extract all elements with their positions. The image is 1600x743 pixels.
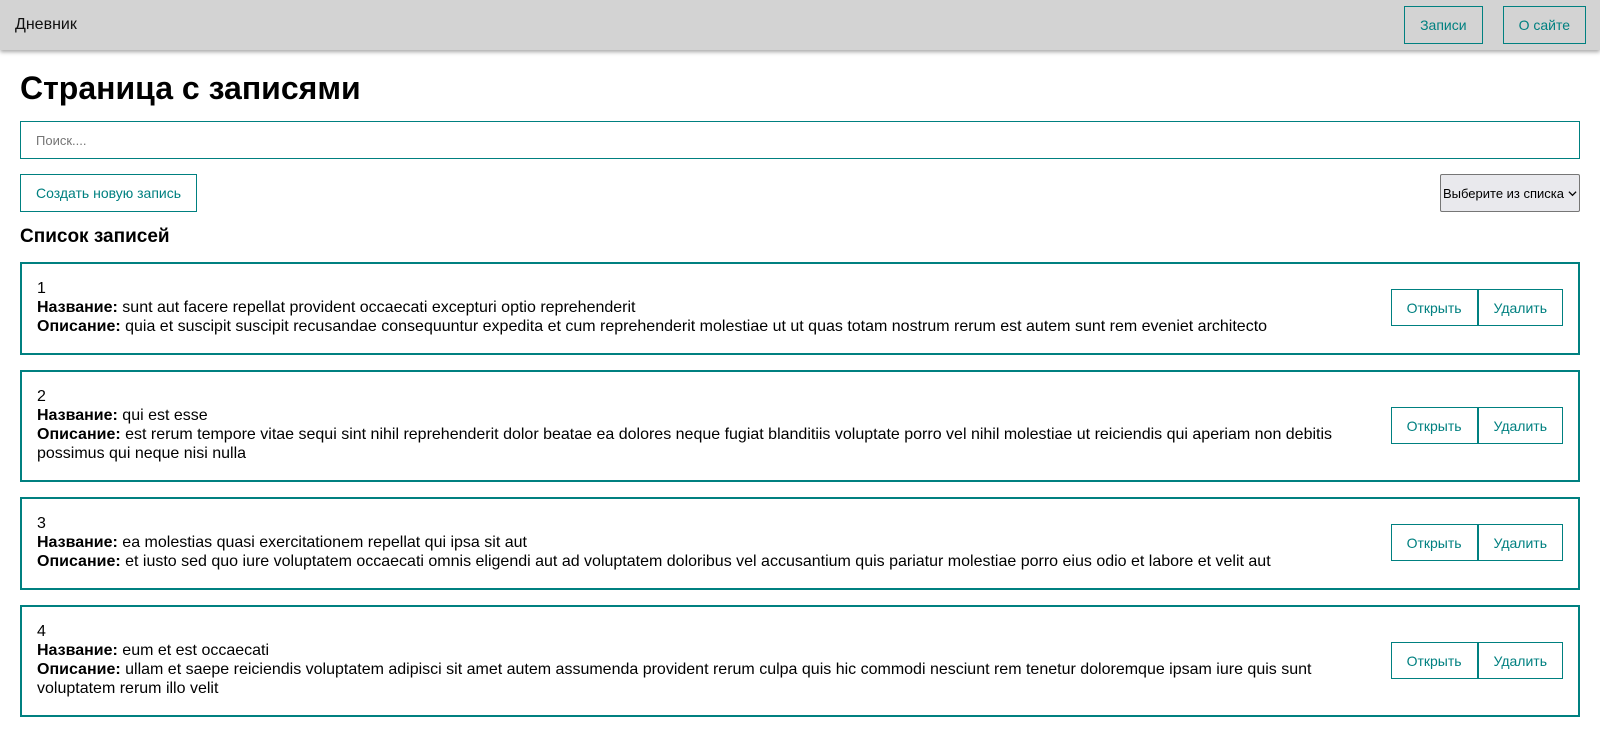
post-body: et iusto sed quo iure voluptatem occaecati omnis eligendi aut ad voluptatem doloribus vel accusantium quis pariatur molestiae porro eius odio et labore et velit aut bbox=[125, 553, 1271, 570]
post-content bbox=[37, 622, 1391, 698]
delete-post-button[interactable]: Удалить bbox=[1478, 289, 1563, 326]
post-item bbox=[20, 605, 1580, 717]
delete-post-button[interactable]: Удалить bbox=[1478, 524, 1563, 561]
chevron-down-icon bbox=[1568, 189, 1577, 198]
post-title-row bbox=[37, 641, 1391, 660]
post-body: quia et suscipit suscipit recusandae consequuntur expedita et cum reprehenderit molestiae ut ut quas totam nostrum rerum est autem sunt rem eveniet architecto bbox=[125, 318, 1268, 335]
post-title-label: Название: bbox=[37, 407, 123, 424]
post-title-row bbox=[37, 533, 1271, 552]
post-body: ullam et saepe reiciendis voluptatem adipisci sit amet autem assumenda provident rerum culpa quis hic commodi nesciunt rem tenetur doloremque ipsam iure quis sunt voluptatem rerum illo velit bbox=[37, 661, 1312, 697]
nav-links bbox=[1404, 6, 1586, 44]
sort-select[interactable] bbox=[1440, 174, 1580, 212]
post-actions bbox=[1391, 407, 1563, 444]
navbar bbox=[0, 0, 1600, 50]
post-title: eum et est occaecati bbox=[122, 642, 270, 659]
list-title: Список записей bbox=[20, 226, 170, 247]
post-title-label: Название: bbox=[37, 299, 123, 316]
post-body-label: Описание: bbox=[37, 426, 126, 443]
search-input[interactable] bbox=[20, 121, 1580, 159]
post-actions bbox=[1391, 289, 1563, 326]
nav-link-about[interactable]: О сайте bbox=[1503, 6, 1586, 44]
post-title-row bbox=[37, 298, 1267, 317]
create-post-button[interactable]: Создать новую запись bbox=[20, 174, 197, 212]
post-body-row bbox=[37, 425, 1391, 463]
post-title-row bbox=[37, 406, 1391, 425]
post-content bbox=[37, 387, 1391, 463]
open-post-button[interactable]: Открыть bbox=[1391, 407, 1478, 444]
post-list bbox=[20, 262, 1580, 717]
post-body-row bbox=[37, 317, 1267, 336]
post-item bbox=[20, 262, 1580, 355]
page-title: Страница с записями bbox=[20, 70, 361, 106]
post-title: ea molestias quasi exercitationem repellat qui ipsa sit aut bbox=[122, 534, 527, 551]
post-content bbox=[37, 514, 1271, 571]
post-title: qui est esse bbox=[122, 407, 208, 424]
open-post-button[interactable]: Открыть bbox=[1391, 289, 1478, 326]
post-body: est rerum tempore vitae sequi sint nihil reprehenderit dolor beatae ea dolores neque fugiat blanditiis voluptate porro vel nihil molestiae ut reiciendis qui aperiam non debitis possimus qui neque nisi nulla bbox=[37, 426, 1333, 462]
post-item bbox=[20, 370, 1580, 482]
open-post-button[interactable]: Открыть bbox=[1391, 524, 1478, 561]
post-title-label: Название: bbox=[37, 534, 123, 551]
controls-row bbox=[20, 174, 1580, 212]
brand-title: Дневник bbox=[15, 16, 77, 33]
post-body-label: Описание: bbox=[37, 553, 126, 570]
post-body-row bbox=[37, 660, 1391, 698]
post-id: 2 bbox=[37, 388, 46, 405]
sort-select-value: Выберите из списка bbox=[1442, 185, 1564, 201]
post-body-label: Описание: bbox=[37, 318, 126, 335]
post-item bbox=[20, 497, 1580, 590]
post-content bbox=[37, 279, 1267, 336]
post-actions bbox=[1391, 642, 1563, 679]
post-title: sunt aut facere repellat provident occaecati excepturi optio reprehenderit bbox=[122, 299, 636, 316]
main-content bbox=[0, 70, 1600, 717]
post-id: 1 bbox=[37, 280, 46, 297]
post-id: 4 bbox=[37, 623, 46, 640]
nav-link-posts[interactable]: Записи bbox=[1404, 6, 1482, 44]
post-actions bbox=[1391, 524, 1563, 561]
post-id: 3 bbox=[37, 515, 46, 532]
delete-post-button[interactable]: Удалить bbox=[1478, 642, 1563, 679]
post-body-row bbox=[37, 552, 1271, 571]
post-body-label: Описание: bbox=[37, 661, 126, 678]
post-title-label: Название: bbox=[37, 642, 123, 659]
open-post-button[interactable]: Открыть bbox=[1391, 642, 1478, 679]
delete-post-button[interactable]: Удалить bbox=[1478, 407, 1563, 444]
